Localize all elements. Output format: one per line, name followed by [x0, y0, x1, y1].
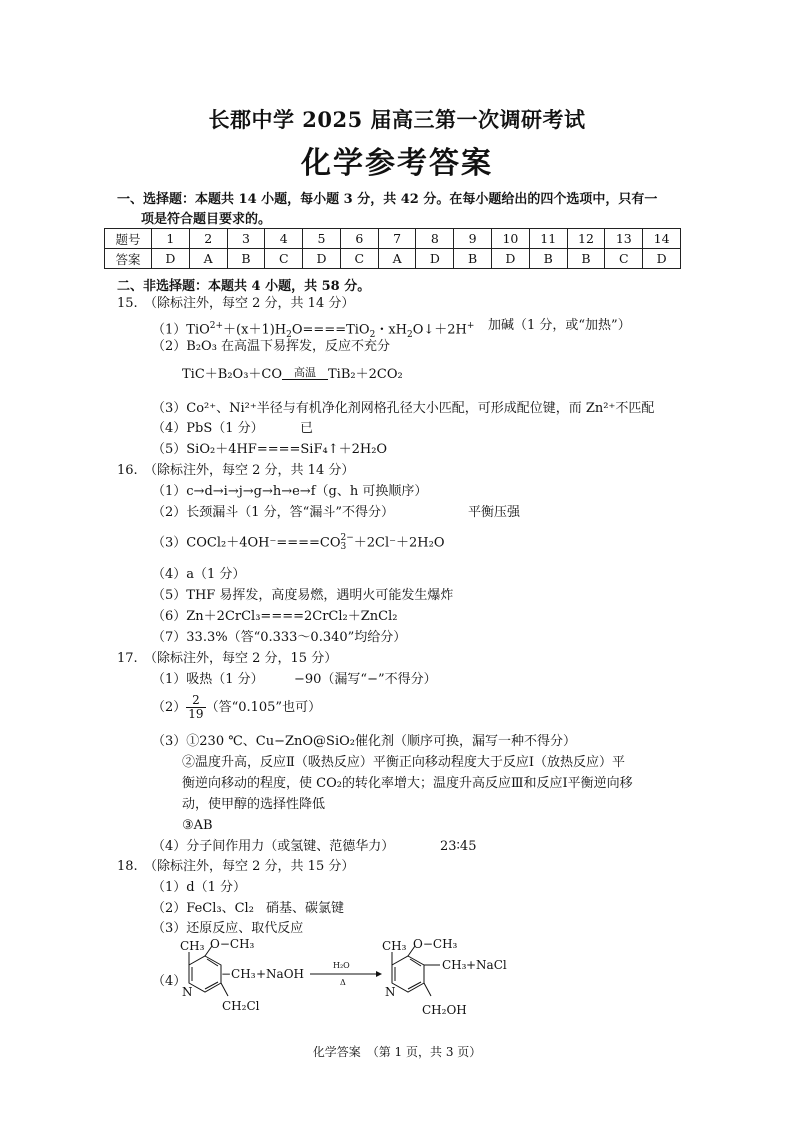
table-cell: 6 [340, 229, 378, 249]
text: 2+ [209, 321, 224, 331]
text: 2 [407, 329, 413, 340]
q15-number: 15. [117, 296, 138, 311]
table-cell: 8 [416, 229, 454, 249]
text: （1）TiO [152, 322, 210, 338]
reaction-scheme [150, 938, 670, 1028]
q18-answer-2-extra: 硝基、碳氯键 [266, 901, 345, 916]
text: + [466, 321, 475, 331]
table-cell: B [567, 249, 605, 269]
reactant-n-label: N [182, 985, 193, 999]
table-cell: 2 [189, 229, 227, 249]
q17-answer-3-2b: 衡逆向移动的程度，使 CO₂的转化率增大；温度升高反应Ⅲ和反应Ⅰ平衡逆向移 [182, 776, 633, 791]
text: 2− [340, 533, 354, 543]
table-cell: D [152, 249, 190, 269]
product-ch3-label: CH₃ [382, 939, 407, 953]
text: （答“0.105”也可） [205, 700, 322, 715]
part1-heading-line2: 项是符合题目要求的。 [141, 212, 272, 227]
text: （2） [152, 700, 187, 715]
q15-answer-4: （4）PbS（1 分） [152, 421, 264, 436]
table-cell: B [454, 249, 492, 269]
table-cell: 14 [643, 229, 681, 249]
q17-answer-3-3: ③AB [182, 818, 213, 833]
product-nacl-label: +NaCl [466, 958, 507, 972]
text: O↓＋2H [412, 322, 467, 338]
text: 2 [286, 329, 292, 340]
table-cell: B [529, 249, 567, 269]
q16-answer-7: （7）33.3%（答“0.333～0.340”均给分） [152, 630, 407, 645]
table-cell: 4 [265, 229, 303, 249]
q15-note: （除标注外，每空 2 分，共 14 分） [144, 296, 355, 311]
q15-answer-3: （3）Co²⁺、Ni²⁺半径与有机净化剂网格孔径大小匹配，可形成配位键，而 Zn²⁺不匹配 [152, 401, 655, 416]
product-och3-label: O−CH₃ [413, 938, 458, 951]
q17-answer-3-2c: 动，使甲醇的选择性降低 [182, 797, 326, 812]
table-cell: 10 [492, 229, 530, 249]
q16-answer-1: （1）c→d→i→j→g→h→e→f（g、h 可换顺序） [152, 484, 428, 499]
exam-title: 长郡中学 2025 届高三第一次调研考试 [208, 107, 586, 132]
text: ＋(x＋1)H [223, 322, 287, 338]
table-cell: D [416, 249, 454, 269]
reactant-ring-ch3-label: −CH₃ [221, 967, 256, 981]
text: （3）COCl₂＋4OH⁻====CO [152, 535, 341, 551]
table-cell: D [492, 249, 530, 269]
reactant-ring [189, 956, 221, 992]
table-cell: D [643, 249, 681, 269]
q16-answer-6: （6）Zn＋2CrCl₃====2CrCl₂＋ZnCl₂ [152, 609, 398, 624]
text: 高温 [294, 366, 317, 379]
text: 2 [186, 694, 205, 708]
product-ring-ch3-label: CH₃ [442, 958, 467, 972]
table-label-answer: 答案 [105, 249, 152, 269]
q16-answer-4: （4）a（1 分） [152, 567, 246, 582]
q18-note: （除标注外，每空 2 分，共 15 分） [144, 859, 355, 874]
table-cell: 1 [152, 229, 190, 249]
q17-answer-1-extra: −90（漏写“−”不得分） [294, 672, 437, 687]
reactant-och3-label: O−CH₃ [210, 938, 255, 951]
reaction-arrow [310, 961, 382, 987]
table-label-number: 题号 [105, 229, 152, 249]
part2-heading: 二、非选择题：本题共 4 小题，共 58 分。 [117, 279, 371, 294]
table-cell: C [340, 249, 378, 269]
q17-answer-3-2a: ②温度升高，反应Ⅱ（吸热反应）平衡正向移动程度大于反应Ⅰ（放热反应）平 [182, 755, 625, 770]
answer-table [104, 228, 681, 269]
carbonate-ion-charge [341, 534, 354, 552]
table-cell: C [605, 249, 643, 269]
table-row-answers [105, 249, 681, 269]
bond [221, 983, 228, 996]
product-n-label: N [385, 985, 396, 999]
table-cell: 7 [378, 229, 416, 249]
q16-answer-2: （2）长颈漏斗（1 分，答“漏斗”不得分） [152, 505, 394, 520]
text: TiB₂＋2CO₂ [328, 367, 403, 382]
q15-answer-2: （2）B₂O₃ 在高温下易挥发，反应不充分 [152, 339, 391, 354]
q17-answer-4-extra: 23∶45 [440, 839, 477, 854]
q16-answer-5: （5）THF 易挥发，高度易燃，遇明火可能发生爆炸 [152, 588, 454, 603]
product-ch2oh-label: CH₂OH [422, 1003, 467, 1017]
table-cell: 9 [454, 229, 492, 249]
page-title: 化学参考答案 [301, 146, 493, 181]
q15-answer-1-extra: 加碱（1 分，或“加热”） [488, 318, 631, 333]
q18-answer-2: （2）FeCl₃、Cl₂ [152, 901, 254, 916]
fraction [186, 694, 205, 721]
q17-note: （除标注外，每空 2 分，15 分） [144, 651, 338, 666]
q17-answer-1: （1）吸热（1 分） [152, 672, 264, 687]
table-cell: C [265, 249, 303, 269]
bond [424, 983, 431, 996]
q17-answer-2 [152, 694, 321, 721]
product-molecule [392, 946, 440, 996]
table-cell: A [378, 249, 416, 269]
q17-number: 17. [117, 651, 138, 666]
equals-condition [282, 367, 328, 380]
text: 19 [188, 707, 204, 721]
q15-answer-5: （5）SiO₂＋4HF====SiF₄↑＋2H₂O [152, 442, 388, 457]
table-cell: 13 [605, 229, 643, 249]
table-row-numbers [105, 229, 681, 249]
page-footer: 化学答案 （第 1 页，共 3 页） [312, 1045, 482, 1059]
q15-equation [182, 366, 403, 384]
q16-answer-3 [152, 534, 445, 553]
table-cell: B [227, 249, 265, 269]
product-ring [392, 956, 424, 992]
q18-answer-3: （3）还原反应、取代反应 [152, 921, 304, 936]
text: 3 [340, 542, 347, 552]
q18-number: 18. [117, 859, 138, 874]
reactant-ch2cl-label: CH₂Cl [222, 999, 260, 1013]
table-cell: D [303, 249, 341, 269]
arrow-condition-top: H₂O [333, 961, 350, 970]
arrow-head [376, 971, 382, 977]
q17-answer-4: （4）分子间作用力（或氢键、范德华力） [152, 839, 395, 854]
q16-answer-2-extra: 平衡压强 [468, 505, 521, 520]
reagent-label: +NaOH [256, 967, 305, 981]
text: O====TiO [291, 322, 370, 338]
arrow-condition-bottom: Δ [340, 978, 346, 987]
text: TiC＋B₂O₃＋CO [182, 367, 283, 382]
part1-heading-line1: 一、选择题：本题共 14 小题，每小题 3 分，共 42 分。在每小题给出的四个选项中，只有一 [117, 192, 658, 207]
table-cell: A [189, 249, 227, 269]
text: 2 [369, 329, 376, 340]
q16-note: （除标注外，每空 2 分，共 14 分） [144, 463, 355, 478]
q18-answer-4-label: （4） [152, 974, 187, 989]
text: ・xH [375, 322, 407, 338]
table-cell: 3 [227, 229, 265, 249]
table-cell: 12 [567, 229, 605, 249]
q16-number: 16. [117, 463, 138, 478]
q17-answer-3-1: （3）①230 ℃、Cu−ZnO@SiO₂催化剂（顺序可换，漏写一种不得分） [152, 734, 576, 749]
table-cell: 5 [303, 229, 341, 249]
table-cell: 11 [529, 229, 567, 249]
q15-answer-4-extra: 已 [300, 421, 314, 436]
text: ＋2Cl⁻＋2H₂O [353, 535, 445, 551]
q18-answer-1: （1）d（1 分） [152, 880, 246, 895]
reactant-ch3-label: CH₃ [180, 939, 205, 953]
